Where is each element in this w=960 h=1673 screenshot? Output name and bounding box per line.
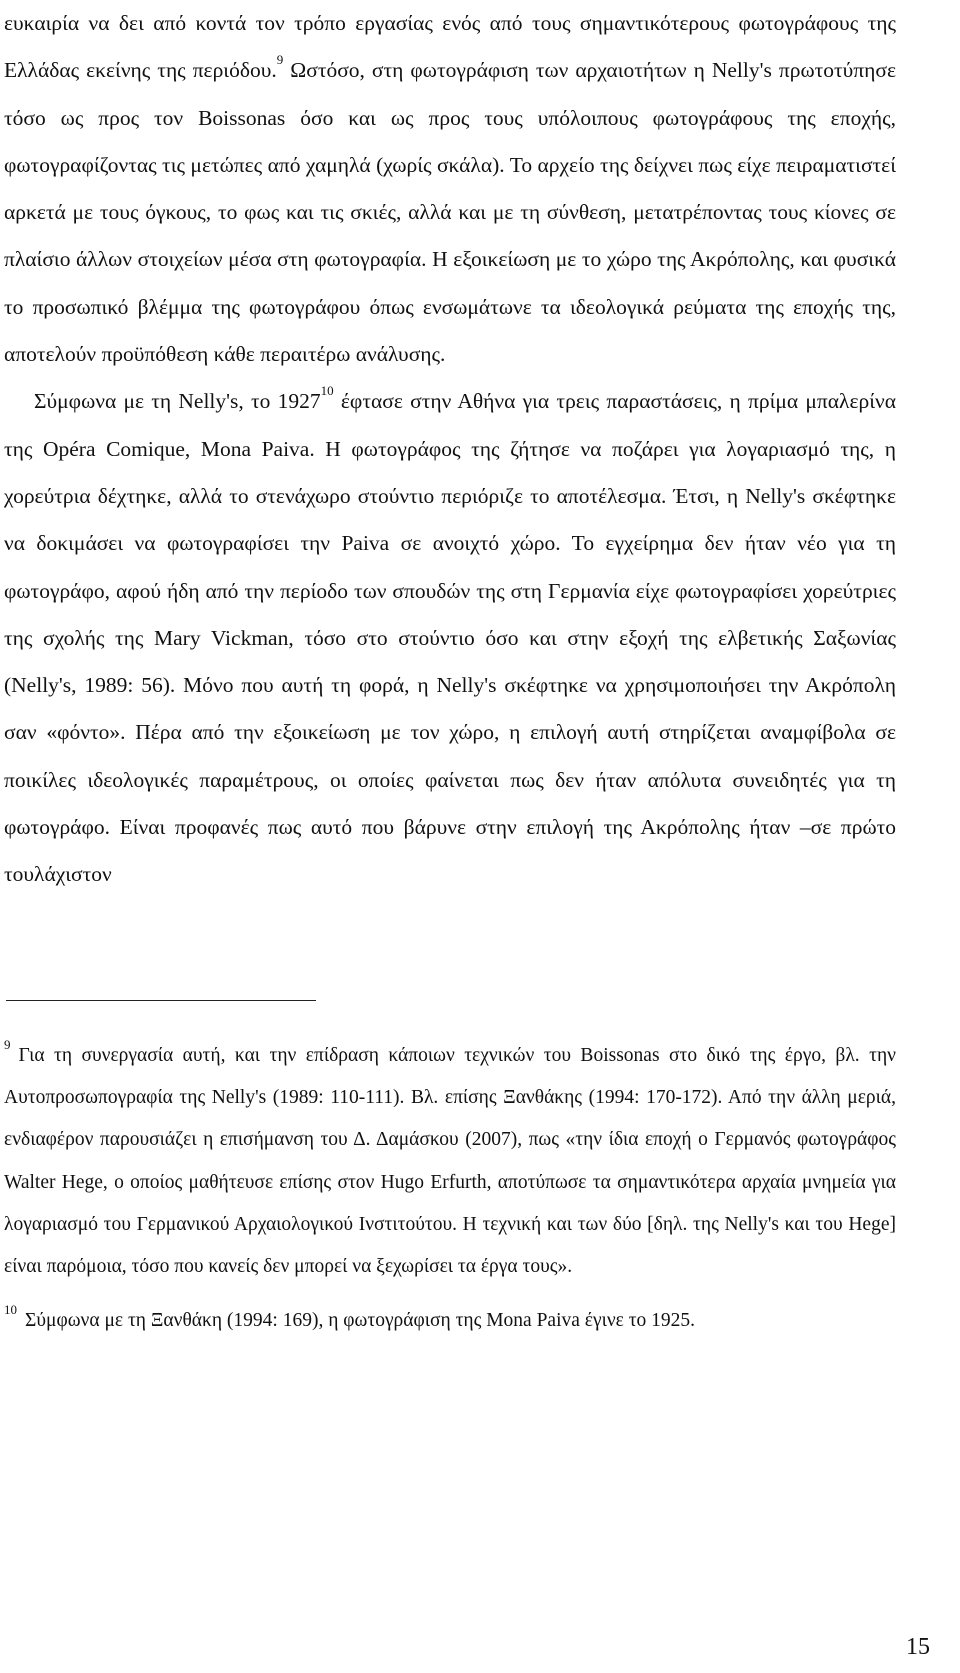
paragraph-1 bbox=[4, 0, 896, 378]
footnote-9-text: Για τη συνεργασία αυτή, και την επίδραση κάποιων τεχνικών του Boissonas στο δικό της έργο, βλ. την Αυτοπροσωπογραφία της Nelly's (1989: 110-111). Βλ. επίσης Ξανθάκης (1994: 170-172). Από την άλλη μεριά, ενδιαφέρον παρουσιάζει η επισήμανση του Δ. Δαμάσκου (2007), πως «την ίδια εποχή ο Γερμανός φωτογράφος Walter Hege, ο οποίος μαθήτευσε επίσης στον Hugo Erfurth, αποτύπωσε τα σημαντικότερα αρχαία μνημεία για λογαριασμό του Γερμανικού Αρχαιολογικού Ινστιτούτου. Η τεχνική και των δύο [δηλ. της Nelly's και του Hege] είναι παρόμοια, τόσο που κανείς δεν μπορεί να ξεχωρίσει τα έργα τους». bbox=[4, 1045, 896, 1278]
body-text bbox=[4, 0, 896, 899]
footnote-10-text: Σύμφωνα με τη Ξανθάκη (1994: 169), η φωτογράφιση της Mona Paiva έγινε το 1925. bbox=[25, 1310, 696, 1332]
footnote-9-mark: 9 bbox=[4, 1037, 11, 1052]
footnote-separator bbox=[6, 1000, 316, 1001]
footnote-ref-10: 10 bbox=[320, 383, 334, 399]
footnotes bbox=[4, 1035, 896, 1342]
footnote-ref-9: 9 bbox=[276, 52, 284, 68]
paragraph-2-text-end: έφτασε στην Αθήνα για τρεις παραστάσεις, η πρίμα μπαλερίνα της Opéra Comique, Mona Paiva. Η φωτογράφος της ζήτησε να ποζάρει για λογαριασμό της, η χορεύτρια δέχτηκε, αλλά το στενάχωρο στούντιο περιόριζε το αποτέλεσμα. Έτσι, η Nelly's σκέφτηκε να δοκιμάσει να φωτογραφίσει την Paiva σε ανοιχτό χώρο. Το εγχείρημα δεν ήταν νέο για τη φωτογράφο, αφού ήδη από την περίοδο των σπουδών της στη Γερμανία είχε φωτογραφίσει χορεύτριες της σχολής της Mary Vickman, τόσο στο στούντιο όσο και στην εξοχή της ελβετικής Σαξωνίας (Nelly's, 1989: 56). Μόνο που αυτή τη φορά, η Nelly's σκέφτηκε να χρησιμοποιήσει την Ακρόπολη σαν «φόντο». Πέρα από την εξοικείωση με τον χώρο, η επιλογή αυτή στηρίζεται αναμφίβολα σε ποικίλες ιδεολογικές παραμέτρους, οι οποίες φαίνεται πως δεν ήταν απόλυτα συνειδητές για τη φωτογράφο. Είναι προφανές πως αυτό που βάρυνε στην επιλογή της Ακρόπολης ήταν –σε πρώτο τουλάχιστον bbox=[4, 389, 896, 887]
footnote-9 bbox=[4, 1035, 896, 1288]
paragraph-1-text-start: ευκαιρία να δει από κοντά τον τρόπο εργασίας ενός από τους σημαντικότερους φωτογράφους της Ελλάδας εκείνης της περιόδου. bbox=[4, 11, 896, 83]
footnote-10 bbox=[4, 1300, 896, 1342]
footnote-10-mark: 10 bbox=[4, 1302, 17, 1318]
paragraph-2 bbox=[4, 378, 896, 898]
page-number: 15 bbox=[906, 1634, 930, 1660]
paragraph-2-text-start: Σύμφωνα με τη Nelly's, το 1927 bbox=[34, 389, 321, 414]
paragraph-1-text-end: Ωστόσο, στη φωτογράφιση των αρχαιοτήτων η Nelly's πρωτοτύπησε τόσο ως προς τον Boissonas όσο και ως προς τους υπόλοιπους φωτογράφους της εποχής, φωτογραφίζοντας τις μετώπες από χαμηλά (χωρίς σκάλα). Το αρχείο της δείχνει πως είχε πειραματιστεί αρκετά με τους όγκους, το φως και τις σκιές, αλλά και με τη σύνθεση, μετατρέποντας τους κίονες σε πλαίσιο άλλων στοιχείων μέσα στη φωτογραφία. Η εξοικείωση με το χώρο της Ακρόπολης, και φυσικά το προσωπικό βλέμμα της φωτογράφου όπως ενσωμάτωνε τα ιδεολογικά ρεύματα της εποχής της, αποτελούν προϋπόθεση κάθε περαιτέρω ανάλυσης. bbox=[4, 58, 896, 367]
